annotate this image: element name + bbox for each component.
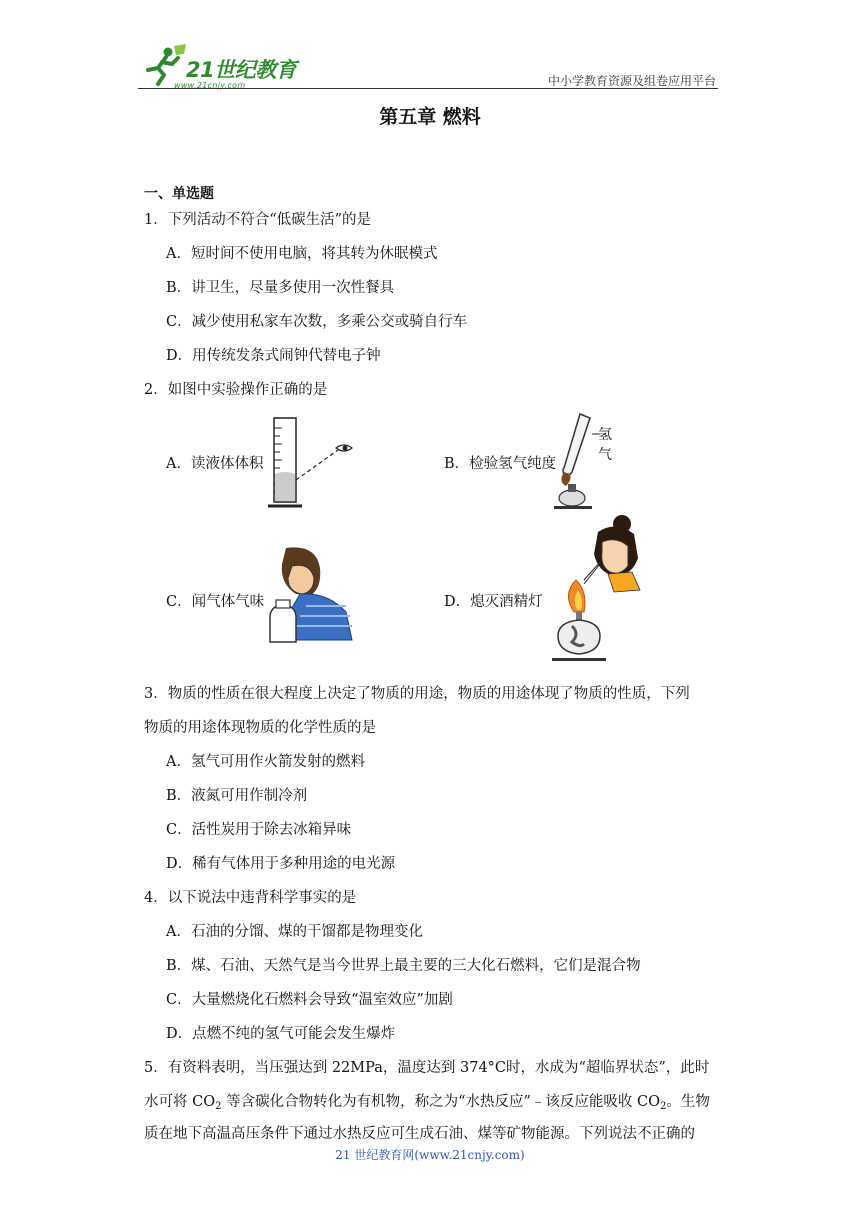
q3-stem-line-2: 物质的用途体现物质的化学性质的是	[144, 720, 376, 736]
q2-option-c: C．闻气体气味	[166, 594, 265, 610]
q2-option-b: B．检验氢气纯度	[444, 456, 557, 472]
hydrogen-purity-test-image	[556, 410, 636, 510]
q1-stem: 1．下列活动不符合“低碳生活”的是	[144, 212, 372, 228]
q3-option-c: C．活性炭用于除去冰箱异味	[166, 822, 352, 838]
hydrogen-label-2: 气	[598, 447, 612, 463]
q1-option-a: A．短时间不使用电脑，将其转为休眠模式	[166, 246, 438, 262]
co2-subscript: 2	[215, 1101, 222, 1112]
extinguishing-lamp-image	[544, 518, 654, 668]
q4-stem: 4．以下说法中违背科学事实的是	[144, 890, 357, 906]
hydrogen-label-1: 氢	[598, 427, 612, 443]
page-footer: 21 世纪教育网(www.21cnjy.com)	[335, 1148, 525, 1162]
q3-option-b: B．液氮可用作制冷剂	[166, 788, 308, 804]
q2-stem: 2．如图中实验操作正确的是	[144, 382, 328, 398]
q5-line-2-part-b: 等含碳化合物转化为有机物，称之为“水热反应”﹣该反应能吸收 CO	[221, 1094, 660, 1110]
runner-logo-icon	[138, 44, 188, 86]
page-header	[138, 38, 718, 90]
logo-url: www.21cnjy.com	[174, 81, 246, 90]
q5-line-3: 质在地下高温高压条件下通过水热反应可生成石油、煤等矿物能源。下列说法不正确的	[144, 1126, 695, 1142]
q4-option-d: D．点燃不纯的氢气可能会发生爆炸	[166, 1026, 396, 1042]
q1-option-d: D．用传统发条式闹钟代替电子钟	[166, 348, 381, 364]
q3-option-a: A．氢气可用作火箭发射的燃料	[166, 754, 365, 770]
logo-text: 21世纪教育	[186, 58, 297, 82]
graduated-cylinder-image	[266, 414, 366, 510]
q5-line-2-part-a: 水可将 CO	[144, 1094, 216, 1110]
site-logo	[138, 44, 318, 90]
q4-option-a: A．石油的分馏、煤的干馏都是物理变化	[166, 924, 423, 940]
header-divider	[138, 88, 718, 89]
q1-option-c: C．减少使用私家车次数，多乘公交或骑自行车	[166, 314, 468, 330]
q2-option-a: A．读液体体积	[166, 456, 264, 472]
q1-option-b: B．讲卫生，尽量多使用一次性餐具	[166, 280, 395, 296]
q4-option-c: C．大量燃烧化石燃料会导致“温室效应”加剧	[166, 992, 453, 1008]
q3-option-d: D．稀有气体用于多种用途的电光源	[166, 856, 396, 872]
q2-option-d: D．熄灭酒精灯	[444, 594, 543, 610]
page-title: 第五章 燃料	[379, 106, 481, 128]
section-heading: 一、单选题	[144, 186, 214, 202]
co2-subscript: 2	[660, 1101, 667, 1112]
header-platform-text: 中小学教育资源及组卷应用平台	[547, 74, 716, 88]
q5-line-2-part-c: 。生物	[666, 1094, 710, 1110]
q5-line-1: 5．有资料表明，当压强达到 22MPa，温度达到 374°C时，水成为“超临界状态”，此时	[144, 1060, 710, 1076]
smelling-gas-image	[266, 548, 358, 644]
q5-line-2	[144, 1092, 710, 1117]
q3-stem-line-1: 3．物质的性质在很大程度上决定了物质的用途，物质的用途体现了物质的性质，下列	[144, 686, 690, 702]
q4-option-b: B．煤、石油、天然气是当今世界上最主要的三大化石燃料，它们是混合物	[166, 958, 641, 974]
